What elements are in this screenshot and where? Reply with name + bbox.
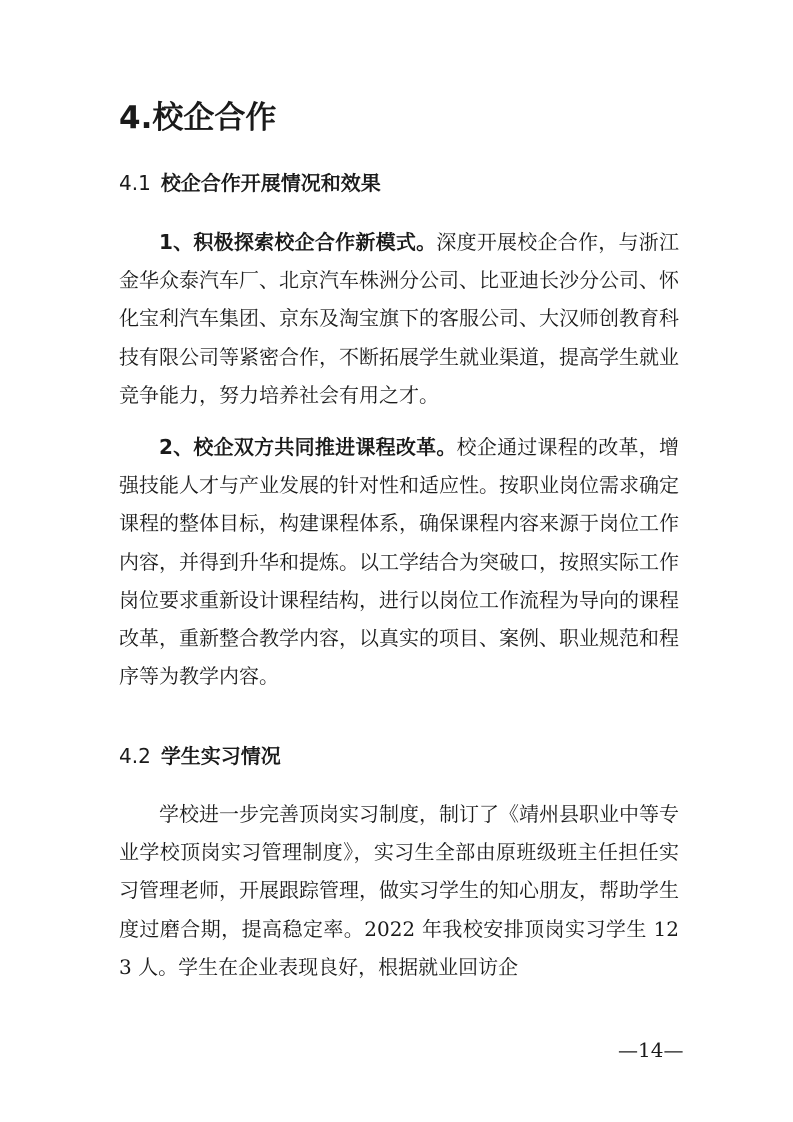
page-number: —14— <box>618 1038 684 1062</box>
section-heading-4-1 <box>119 168 381 198</box>
paragraph-lead: 2、校企双方共同推进课程改革。 <box>159 435 457 459</box>
section-title: 学生实习情况 <box>160 744 281 768</box>
paragraph-cooperation-model <box>119 223 679 414</box>
section-heading-4-2 <box>119 741 281 771</box>
paragraph-internship <box>119 795 679 986</box>
chapter-heading: 4.校企合作 <box>119 100 277 136</box>
paragraph-body: 深度开展校企合作，与浙江金华众泰汽车厂、北京汽车株洲分公司、比亚迪长沙分公司、怀化宝利汽车集团、京东及淘宝旗下的客服公司、大汉师创教育科技有限公司等紧密合作，不断拓展学生就业渠道，提高学生就业竞争能力，努力培养社会有用之才。 <box>119 230 680 407</box>
paragraph-lead: 1、积极探索校企合作新模式。 <box>159 230 437 254</box>
section-number: 4.2 <box>119 744 151 768</box>
section-title: 校企合作开展情况和效果 <box>160 171 381 195</box>
section-number: 4.1 <box>119 171 151 195</box>
paragraph-body: 学校进一步完善顶岗实习制度，制订了《靖州县职业中等专业学校顶岗实习管理制度》，实习生全部由原班级班主任担任实习管理老师，开展跟踪管理，做实习学生的知心朋友，帮助学生度过磨合期，提高稳定率。2022 年我校安排顶岗实习学生 123 人。学生在企业表现良好，根据就业回访企 <box>119 802 679 979</box>
paragraph-body: 校企通过课程的改革，增强技能人才与产业发展的针对性和适应性。按职业岗位需求确定课程的整体目标，构建课程体系，确保课程内容来源于岗位工作内容，并得到升华和提炼。以工学结合为突破口，按照实际工作岗位要求重新设计课程结构，进行以岗位工作流程为导向的课程改革，重新整合教学内容，以真实的项目、案例、职业规范和程序等为教学内容。 <box>119 435 680 689</box>
paragraph-curriculum-reform <box>119 428 679 695</box>
